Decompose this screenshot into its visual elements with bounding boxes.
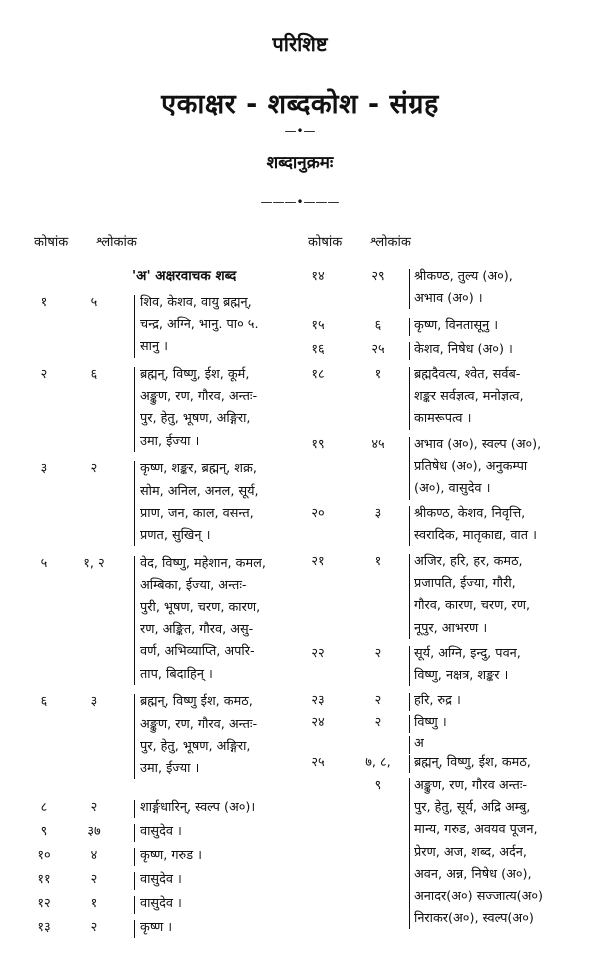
meaning-line: श्रीकण्ठ, तुल्य (अ०), <box>414 269 513 284</box>
meaning-line: सूर्य, अग्नि, इन्दु, पवन, <box>414 646 521 661</box>
entry-row <box>0 551 600 640</box>
meaning-line: पुर, हेतु, भूषण, अङ्गिरा, <box>140 738 251 754</box>
column-rule <box>409 437 410 500</box>
meaning-line: ब्रह्मन्, विष्णु, ईश, कमठ, <box>414 755 531 770</box>
entry-row <box>0 434 600 501</box>
shloka-header: श्लोकांक <box>370 235 411 250</box>
kosha-header: कोषांक <box>34 235 69 250</box>
shloka-number: १ <box>374 367 382 382</box>
shloka-number: ७, ८, <box>365 755 391 770</box>
meaning-line: कृष्ण, गरुड । <box>140 848 202 863</box>
meaning-line: प्रजापति, ईज्या, गौरी, <box>414 576 516 592</box>
shloka-number: २ <box>90 872 98 887</box>
meaning-line: ब्रह्मदैवत्य, श्वेत, सर्वब- <box>414 367 521 382</box>
kosha-number: २२ <box>311 646 325 661</box>
shloka-number: ६ <box>90 367 98 383</box>
meaning-line: अभाव (अ०), स्वल्प (अ०), <box>414 437 542 452</box>
meaning-line: शिव, केशव, वायु ब्रह्मन्, <box>140 295 252 310</box>
kosha-number: १२ <box>37 896 51 911</box>
kosha-number: १ <box>40 295 48 310</box>
meaning-line: कामरूपत्व । <box>414 411 472 427</box>
meaning-line: ब्रह्मन्, विष्णु, ईश, कूर्म, <box>140 367 250 383</box>
shloka-number: २ <box>90 920 98 935</box>
shloka-number: २९ <box>371 269 385 284</box>
shloka-number: ४ <box>90 848 98 863</box>
shloka-header: श्लोकांक <box>96 235 137 250</box>
kosha-number: ९ <box>40 824 48 839</box>
meaning-line: मान्य, गरुड, अवयव पूजन, <box>414 822 538 838</box>
kosha-number: ३ <box>40 461 48 477</box>
shloka-number: २ <box>374 646 382 661</box>
meaning-line: प्राण, जन, काल, वसन्त, <box>140 505 254 521</box>
kosha-header: कोषांक <box>308 235 343 250</box>
meaning-line: अनादर(अ०) सज्जात्य(अ०) <box>414 889 544 904</box>
meaning-line: वासुदेव । <box>140 824 182 839</box>
meaning-line: ताप, बिदाहिन् । <box>140 666 213 682</box>
shloka-number: ५ <box>90 295 98 310</box>
meaning-line: अवन, अन्न, निषेध (अ०), <box>414 866 532 882</box>
shloka-number: १, २ <box>83 555 105 571</box>
shloka-number: ३ <box>374 506 382 521</box>
column-rule <box>409 318 410 336</box>
shloka-number: ९ <box>374 778 382 793</box>
meaning-line: उमा, ईज्या । <box>140 433 200 449</box>
shloka-number: २ <box>374 693 382 708</box>
kosha-number: १८ <box>311 367 325 382</box>
meaning-line: प्रणत, सुखिन् । <box>140 527 211 543</box>
ornament-divider: ———•——— <box>260 195 340 209</box>
meaning-line: कृष्ण, शङ्कर, ब्रह्मन्, शक्र, <box>140 461 257 477</box>
column-rule <box>409 269 410 309</box>
entry-row <box>0 364 600 431</box>
entry-row <box>0 643 600 687</box>
column-rule <box>409 778 410 929</box>
meaning-line: अङ्कुण, रण, गौरव, अन्तः- <box>140 716 258 732</box>
kosha-number: २५ <box>311 755 325 770</box>
meaning-line: अजिर, हरि, हर, कमठ, <box>414 554 523 569</box>
meaning-line: वासुदेव । <box>140 896 182 911</box>
meaning-line: अ <box>414 736 424 751</box>
meaning-line: अम्बिका, ईज्या, अन्तः- <box>140 577 247 593</box>
kosha-number: १६ <box>311 342 325 357</box>
page-title: परिशिष्ट <box>272 32 328 56</box>
kosha-number: ५ <box>40 555 48 571</box>
section-title: शब्दानुक्रमः <box>266 153 334 173</box>
shloka-number: २ <box>90 461 98 477</box>
meaning-line: केशव, निषेध (अ०) । <box>414 342 513 357</box>
kosha-number: १४ <box>311 269 325 284</box>
kosha-number: २३ <box>311 693 325 708</box>
meaning-line: विष्णु । <box>414 715 447 730</box>
meaning-line: सानु । <box>140 339 168 355</box>
kosha-number: ८ <box>40 800 48 815</box>
shloka-number: ३७ <box>87 824 101 839</box>
meaning-line: पुरी, भूषण, चरण, कारण, <box>140 600 261 616</box>
meaning-line: निराकर(अ०), स्वल्प(अ०) <box>414 911 534 927</box>
kosha-number: २१ <box>311 554 325 569</box>
column-rule <box>409 342 410 360</box>
meaning-line: कृष्ण, विनतासूनु । <box>414 318 499 333</box>
meaning-line: शार्ङ्गधारिन्, स्वल्प (अ०)। <box>140 800 256 815</box>
page-subtitle: एकाक्षर - शब्दकोश - संग्रह <box>161 89 439 120</box>
meaning-line: विष्णु, नक्षत्र, शङ्कर । <box>414 668 509 684</box>
kosha-number: ६ <box>40 694 48 710</box>
column-rule <box>409 715 410 733</box>
shloka-number: ४५ <box>371 437 385 452</box>
meaning-line: उमा, ईज्या । <box>140 760 200 776</box>
kosha-number: २ <box>40 367 48 383</box>
meaning-line: चन्द्र, अग्नि, भानु. पा० ५. <box>140 317 259 333</box>
meaning-line: पुर, हेतु, भूषण, अङ्गिरा, <box>140 411 251 427</box>
entry-row <box>0 712 600 734</box>
kosha-number: २४ <box>311 715 325 730</box>
entry-row <box>0 752 600 774</box>
meaning-line: वर्ण, अभिव्याप्ति, अपरि- <box>140 644 255 660</box>
meaning-line: कृष्ण । <box>140 920 173 935</box>
meaning-line: प्रेरण, अज, शब्द, अर्दन, <box>414 844 527 860</box>
meaning-line: गौरव, कारण, चरण, रण, <box>414 598 531 614</box>
meaning-line: अङ्कुण, रण, गौरव अन्तः- <box>414 778 528 793</box>
meaning-line: सोम, अनिल, अनल, सूर्य, <box>140 483 259 499</box>
shloka-number: १ <box>374 554 382 569</box>
meaning-line: (अ०), वासुदेव । <box>414 481 491 497</box>
shloka-number: २ <box>374 715 382 730</box>
column-rule <box>409 646 410 686</box>
meaning-line: वेद, विष्णु, महेशान, कमल, <box>140 555 266 571</box>
entry-row <box>0 503 600 547</box>
meaning-line: प्रतिषेध (अ०), अनुकम्पा <box>414 459 528 475</box>
column-rule <box>409 755 410 773</box>
kosha-number: १३ <box>37 920 51 935</box>
meaning-line: ब्रह्मन्, विष्णु ईश, कमठ, <box>140 694 253 710</box>
kosha-number: १० <box>37 848 51 863</box>
meaning-line: वासुदेव । <box>140 872 182 887</box>
entry-row <box>0 690 600 712</box>
meaning-line: पुर, हेतु, सूर्य, अद्रि अम्बु, <box>414 800 531 816</box>
left-subheading: 'अ' अक्षरवाचक शब्द <box>132 268 237 284</box>
shloka-number: ६ <box>374 318 382 333</box>
kosha-number: २० <box>311 506 325 521</box>
shloka-number: ३ <box>90 694 98 710</box>
meaning-line: नूपुर, आभरण । <box>414 620 488 636</box>
meaning-line: श्रीकण्ठ, केशव, निवृत्ति, <box>414 506 526 521</box>
column-rule <box>409 367 410 430</box>
shloka-number: २ <box>90 800 98 815</box>
shloka-number: २५ <box>371 342 385 357</box>
entry-row <box>0 266 600 310</box>
meaning-line: हरि, रुद्र । <box>414 693 461 708</box>
entry-row <box>0 339 600 361</box>
kosha-number: ११ <box>37 872 51 887</box>
column-rule <box>409 693 410 711</box>
kosha-number: १९ <box>311 437 325 452</box>
shloka-number: १ <box>90 896 98 911</box>
entry-row <box>0 775 600 930</box>
column-rule <box>409 554 410 639</box>
meaning-line: शङ्कर सर्वज्ञत्व, मनोज्ञत्व, <box>414 389 524 405</box>
kosha-number: १५ <box>311 318 325 333</box>
meaning-line: अभाव (अ०) । <box>414 291 483 307</box>
ornament-divider: —•— <box>284 124 316 138</box>
meaning-line: अङ्कुण, रण, गौरव, अन्तः- <box>140 389 258 405</box>
entry-row <box>0 315 600 337</box>
meaning-line: रण, अङ्कित, गौरव, असु- <box>140 622 254 638</box>
column-rule <box>409 506 410 546</box>
meaning-line: स्वरादिक, मातृकाद्य, वात । <box>414 528 537 544</box>
